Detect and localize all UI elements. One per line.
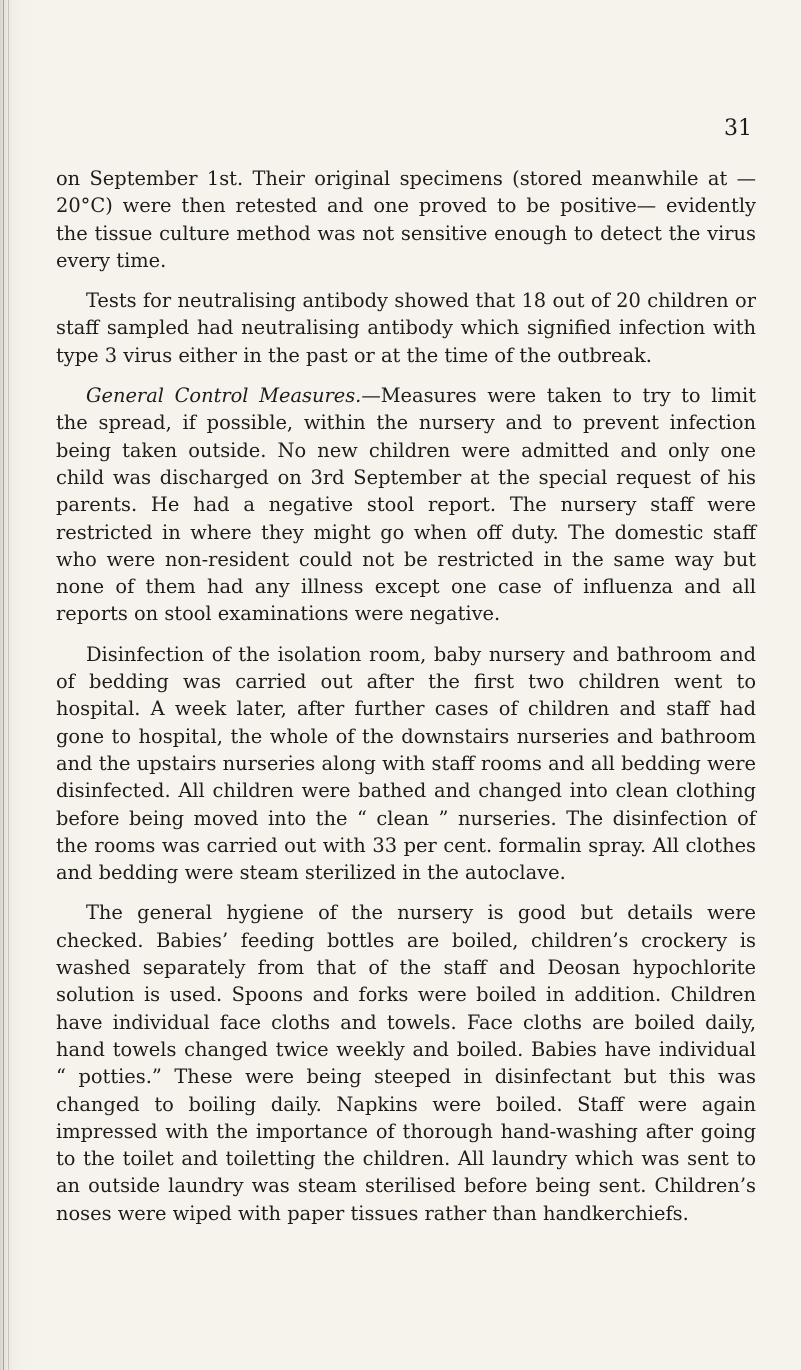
binding-edge bbox=[3, 0, 4, 1370]
binding-edge-inner bbox=[8, 0, 9, 1370]
paragraph-4: Disinfection of the isolation room, baby nursery and bathroom and of bedding was carried out after the first two children went to hospital. A week later, after further cases of children and staff had gone to hospital, the whole of the downstairs nurseries and bathroom and the upstairs nurseries along with staff rooms and all bedding were disinfected. All children were bathed and changed into clean clothing before being moved into the “ clean ” nurseries. The disinfection of the rooms was carried out with 33 per cent. formalin spray. All clothes and bedding were steam sterilized in the autoclave. bbox=[56, 642, 756, 885]
paragraph-5: The general hygiene of the nursery is good but details were checked. Babies’ feeding bottles are boiled, children’s crockery is washed separately from that of the staff and Deosan hypochlorite solution is used. Spoons and forks were boiled in addition. Children have individual face cloths and towels. Face cloths are boiled daily, hand towels changed twice weekly and boiled. Babies have individual “ potties.” These were being steeped in disinfectant but this was changed to boiling daily. Napkins were boiled. Staff were again impressed with the importance of thorough hand-washing after going to the toilet and toiletting the children. All laundry which was sent to an outside laundry was steam sterilised before being sent. Children’s noses were wiped with paper tissues rather than handkerchiefs. bbox=[56, 901, 756, 1225]
paragraph-3 bbox=[56, 382, 756, 628]
paragraph-3-text: —Measures were taken to try to limit the spread, if possible, within the nursery and to prevent infection being taken outside. No new children were admitted and only one child was discharged on 3rd September at the special request of his parents. He had a negative stool report. The nursery staff were restricted in where they might go when off duty. The domestic staff who were non-resident could not be restricted in the same way but none of them had any illness except one case of influenza and all reports on stool examinations were negative. bbox=[56, 384, 756, 626]
body-text bbox=[56, 165, 756, 1240]
section-heading: General Control Measures. bbox=[86, 384, 362, 408]
page-number: 31 bbox=[724, 116, 752, 141]
paragraph-2: Tests for neutralising antibody showed that 18 out of 20 children or staff sampled had neutralising antibody which signified infection with type 3 virus either in the past or at the time of the outbreak. bbox=[56, 289, 756, 367]
paragraph-1: on September 1st. Their original specimens (stored meanwhile at —20°C) were then retested and one proved to be positive— evidently the tissue culture method was not sensitive enough to detect the virus every time. bbox=[56, 167, 756, 272]
